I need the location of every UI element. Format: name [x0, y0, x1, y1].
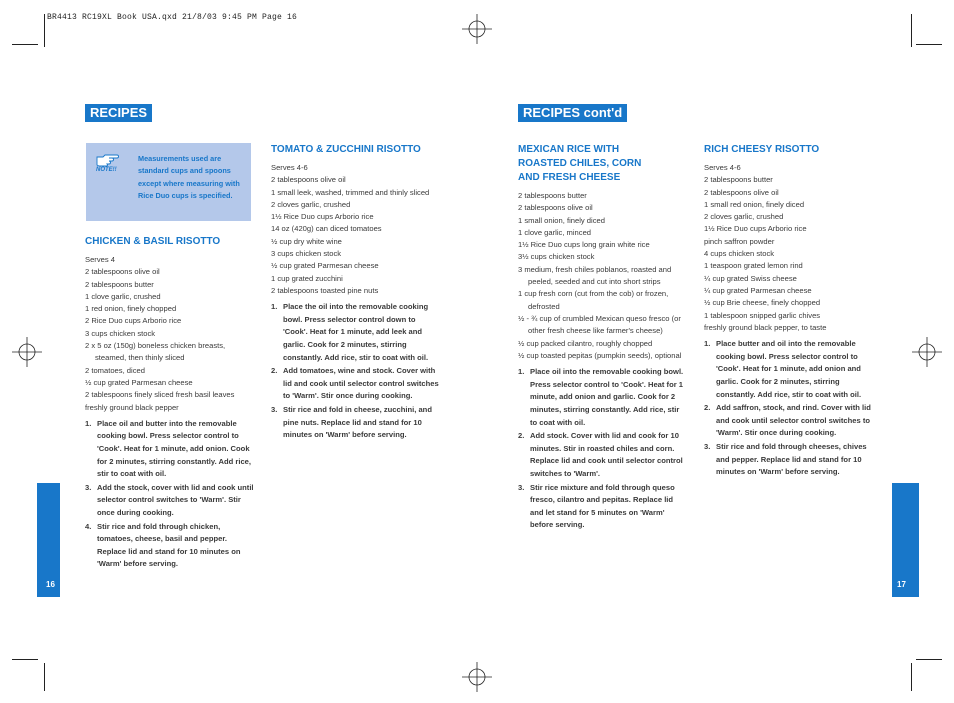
step-number: 1. [271, 302, 278, 312]
method-step [704, 441, 874, 479]
method-list [704, 338, 874, 479]
ingredient-item: 1 cup grated zucchini [271, 273, 343, 283]
registration-mark-icon [12, 337, 42, 367]
ingredient-item: 1 tablespoon snipped garlic chives [704, 310, 821, 320]
step-number: 1. [518, 367, 525, 377]
recipe-rich-cheesy [704, 143, 874, 480]
ingredient-item: 1 small onion, finely diced [518, 215, 605, 225]
crop-mark [12, 44, 38, 45]
ingredient-item: 1 red onion, finely chopped [85, 304, 177, 314]
ingredient-item: Serves 4 [85, 255, 115, 264]
method-step [704, 402, 874, 440]
ingredient-item: 1½ Rice Duo cups Arborio rice [704, 224, 807, 234]
ingredient-item: 2 tablespoons finely sliced fresh basil leaves [85, 390, 235, 400]
print-slug: BR4413 RC19XL Book USA.qxd 21/8/03 9:45 PM Page 16 [47, 13, 298, 22]
ingredient-item: 1 cup fresh corn (cut from the cob) or frozen, defrosted [518, 289, 669, 311]
recipe-title: CHICKEN & BASIL RISOTTO [85, 236, 221, 247]
ingredient-item: 2 cloves garlic, crushed [271, 199, 351, 209]
page-header-recipes: RECIPES [85, 104, 152, 122]
page-tab-right [892, 483, 919, 597]
ingredient-item: ½ cup grated Parmesan cheese [85, 377, 193, 387]
ingredient-item: 1 clove garlic, crushed [85, 291, 161, 301]
ingredient-list [704, 162, 874, 334]
method-step [704, 338, 874, 401]
ingredient-item: ½ cup Brie cheese, finely chopped [704, 298, 821, 308]
ingredient-item: 2 tablespoons toasted pine nuts [271, 285, 379, 295]
pointing-hand-icon [96, 153, 122, 167]
step-text: Add tomatoes, wine and stock. Cover with lid and cook until selector control switches to 'Warm'. Stir once during cooking. [283, 366, 439, 401]
ingredient-item: ¼ cup grated Swiss cheese [704, 273, 797, 283]
step-text: Stir rice and fold through cheeses, chives and pepper. Replace lid and stand for 10 minutes on 'Warm' before serving. [716, 441, 867, 477]
registration-mark-icon [912, 337, 942, 367]
ingredient-item: 1 clove garlic, minced [518, 227, 592, 237]
registration-mark-icon [462, 662, 492, 692]
ingredient-item: Serves 4-6 [704, 163, 741, 172]
ingredient-item: 2 Rice Duo cups Arborio rice [85, 316, 182, 326]
note-text: Measurements used are standard cups and spoons except where measuring with Rice Duo cups is specified. [138, 154, 240, 201]
step-text: Stir rice and fold through chicken, tomatoes, cheese, basil and pepper. Replace lid and stand for 10 minutes on 'Warm' before serving. [97, 521, 241, 569]
ingredient-item: ½ cup toasted pepitas (pumpkin seeds), optional [518, 350, 682, 360]
ingredient-item: 1 small red onion, finely diced [704, 199, 805, 209]
ingredient-list [271, 162, 439, 297]
page-header-recipes-contd: RECIPES cont'd [518, 104, 627, 122]
crop-mark [44, 14, 45, 47]
step-text: Stir rice mixture and fold through queso fresco, cilantro and pepitas. Replace lid and let stand for 5 minutes on 'Warm' before serving. [530, 482, 675, 530]
step-number: 3. [271, 405, 278, 415]
crop-mark [916, 44, 942, 45]
step-number: 3. [85, 482, 92, 492]
recipe-mexican-rice [518, 143, 688, 533]
ingredient-item: 3½ cups chicken stock [518, 252, 595, 262]
ingredient-item: 2 tablespoons olive oil [518, 203, 593, 213]
ingredient-item: 1 teaspoon grated lemon rind [704, 261, 803, 271]
method-step [518, 482, 688, 532]
crop-mark [916, 659, 942, 660]
crop-mark [12, 659, 38, 660]
note-label: NOTE!! [96, 167, 117, 173]
ingredient-item: 2 tomatoes, diced [85, 365, 145, 375]
ingredient-item: 2 x 5 oz (150g) boneless chicken breasts, steamed, then thinly sliced [85, 341, 226, 363]
recipe-title: TOMATO & ZUCCHINI RISOTTO [271, 144, 421, 155]
step-number: 2. [271, 366, 278, 376]
page-number: 17 [897, 580, 906, 589]
step-number: 4. [85, 521, 92, 531]
method-step [518, 366, 688, 429]
ingredient-item: 1½ Rice Duo cups Arborio rice [271, 212, 374, 222]
method-list [85, 418, 255, 571]
step-number: 1. [85, 418, 92, 428]
ingredient-item: 1½ Rice Duo cups long grain white rice [518, 240, 650, 250]
ingredient-item: 3 cups chicken stock [85, 328, 156, 338]
recipe-title: RICH CHEESY RISOTTO [704, 144, 820, 155]
ingredient-item: 2 tablespoons olive oil [704, 187, 779, 197]
ingredient-item: freshly ground black pepper [85, 402, 179, 412]
ingredient-item: pinch saffron powder [704, 236, 775, 246]
step-text: Place oil and butter into the removable cooking bowl. Press selector control to 'Cook'. Heat for 1 minute, add onion. Cook for 2 minutes, stirring constantly. Add rice, stir to coat with oil. [97, 418, 252, 479]
step-text: Place oil into the removable cooking bowl. Press selector control to 'Cook'. Heat for 1 minute, add onion and garlic. Cook for 2 minutes, stirring constantly. Add rice, stir to coat with oil. [530, 367, 684, 427]
step-number: 3. [704, 441, 711, 451]
ingredient-item: 3 medium, fresh chiles poblanos, roasted and peeled, seeded and cut into short strips [518, 264, 672, 287]
step-text: Add the stock, cover with lid and cook until selector control switches to 'Warm'. Stir once during cooking. [97, 482, 254, 518]
step-text: Place butter and oil into the removable cooking bowl. Press selector control to 'Cook'. Heat for 1 minute, add onion and garlic. Cook for 2 minutes, stirring constantly. Add rice, stir to coat with oil. [716, 339, 862, 399]
method-list [271, 301, 439, 442]
ingredient-item: 4 cups chicken stock [704, 249, 775, 259]
ingredient-item: 2 tablespoons butter [85, 279, 154, 289]
ingredient-item: 14 oz (420g) can diced tomatoes [271, 224, 382, 234]
method-step [271, 404, 439, 442]
ingredient-item: ½ - ¾ cup of crumbled Mexican queso fresco (or other fresh cheese like farmer's cheese) [518, 313, 681, 336]
ingredient-item: ½ cup packed cilantro, roughly chopped [518, 338, 653, 348]
page-tab-left [37, 483, 60, 597]
ingredient-item: ½ cup dry white wine [271, 236, 342, 246]
step-number: 2. [704, 403, 711, 413]
crop-mark [44, 663, 45, 691]
ingredient-item: ¼ cup grated Parmesan cheese [704, 285, 812, 295]
step-text: Add stock. Cover with lid and cook for 10 minutes. Stir in roasted chiles and corn. Replace lid and cook until selector control switches to 'Warm'. [530, 431, 683, 478]
ingredient-item: 2 cloves garlic, crushed [704, 212, 784, 222]
method-step [85, 521, 255, 571]
ingredient-item: 3 cups chicken stock [271, 249, 342, 259]
step-text: Place the oil into the removable cooking bowl. Press selector control down to 'Cook'. Heat for 1 minute, add leek and garlic. Cook for 2 minutes, stirring constantly. Add rice, stir to coat with oil. [283, 302, 429, 362]
crop-mark [911, 663, 912, 691]
ingredient-item: 1 small leek, washed, trimmed and thinly sliced [271, 187, 430, 197]
note-box [86, 143, 251, 221]
ingredient-item: 2 tablespoons butter [518, 191, 587, 200]
method-step [85, 418, 255, 481]
crop-mark [911, 14, 912, 47]
step-text: Stir rice and fold in cheese, zucchini, and pine nuts. Replace lid and stand for 10 minutes on 'Warm' before serving. [283, 405, 432, 440]
recipe-chicken-basil [85, 235, 255, 572]
recipe-title: MEXICAN RICE WITH ROASTED CHILES, CORN AND FRESH CHEESE [518, 144, 642, 183]
ingredient-item: 2 tablespoons olive oil [85, 267, 160, 277]
ingredient-list [518, 190, 688, 362]
method-step [271, 301, 439, 364]
ingredient-item: Serves 4-6 [271, 163, 308, 172]
recipe-tomato-zucchini [271, 143, 439, 443]
ingredient-item: 2 tablespoons olive oil [271, 175, 346, 185]
ingredient-item: freshly ground black pepper, to taste [704, 322, 827, 332]
ingredient-item: 2 tablespoons butter [704, 175, 773, 185]
ingredient-list [85, 254, 255, 414]
step-number: 1. [704, 339, 711, 349]
method-step [85, 482, 255, 520]
registration-mark-icon [462, 14, 492, 44]
step-text: Add saffron, stock, and rind. Cover with lid and cook until selector control switches to 'Warm'. Stir once during cooking. [716, 403, 871, 438]
step-number: 2. [518, 431, 525, 441]
ingredient-item: ½ cup grated Parmesan cheese [271, 261, 379, 271]
step-number: 3. [518, 482, 525, 492]
method-list [518, 366, 688, 532]
method-step [518, 430, 688, 480]
page-number: 16 [46, 580, 55, 589]
method-step [271, 365, 439, 403]
